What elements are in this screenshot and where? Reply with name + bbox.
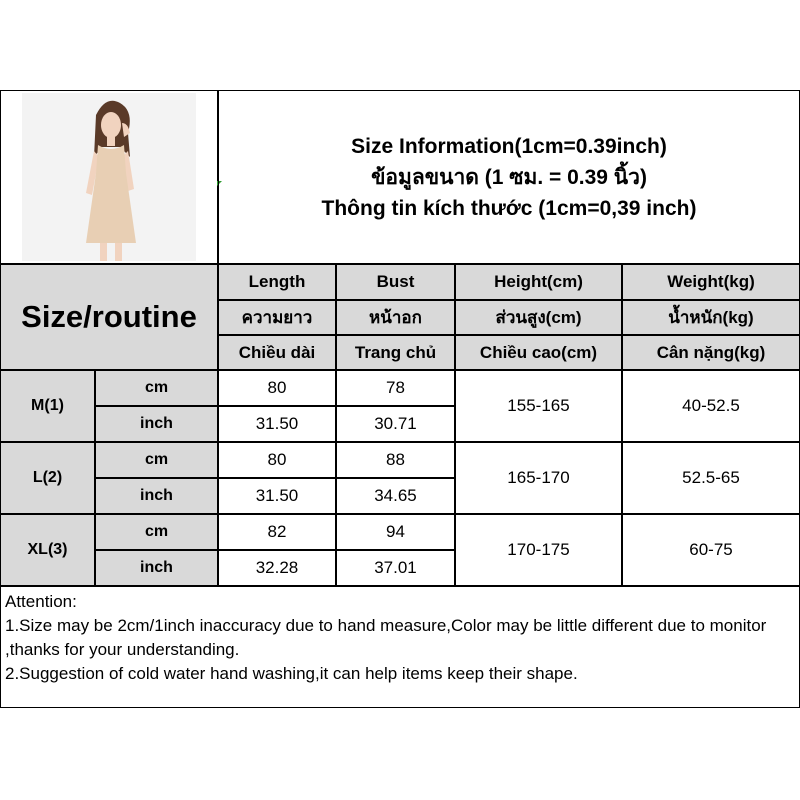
bust-value: 88 [336, 442, 455, 478]
col-height-th: ส่วนสูง(cm) [455, 300, 622, 335]
col-bust-en: Bust [336, 264, 455, 300]
unit-label: inch [95, 478, 218, 514]
length-value: 31.50 [218, 478, 336, 514]
col-length-vi: Chiều dài [218, 335, 336, 370]
attention-note-2: 2.Suggestion of cold water hand washing,it can help items keep their shape. [5, 664, 578, 683]
height-value: 170-175 [455, 514, 622, 586]
height-value: 165-170 [455, 442, 622, 514]
size-label: XL(3) [0, 514, 95, 586]
size-label: L(2) [0, 442, 95, 514]
bust-value: 78 [336, 370, 455, 406]
attention-note-1: 1.Size may be 2cm/1inch inaccuracy due to hand measure,Color may be little different due to monitor ,thanks for your understanding. [5, 616, 767, 659]
title-line-vi: Thông tin kích thước (1cm=0,39 inch) [321, 196, 697, 220]
unit-label: cm [95, 370, 218, 406]
col-weight-en: Weight(kg) [622, 264, 800, 300]
length-value: 31.50 [218, 406, 336, 442]
bust-value: 37.01 [336, 550, 455, 586]
bust-value: 34.65 [336, 478, 455, 514]
col-height-vi: Chiều cao(cm) [455, 335, 622, 370]
col-weight-th: น้ำหนัก(kg) [622, 300, 800, 335]
size-label: M(1) [0, 370, 95, 442]
weight-value: 40-52.5 [622, 370, 800, 442]
height-value: 155-165 [455, 370, 622, 442]
col-bust-vi: Trang chủ [336, 335, 455, 370]
col-weight-vi: Cân nặng(kg) [622, 335, 800, 370]
model-photo [22, 93, 196, 261]
attention-notes [0, 586, 800, 708]
size-information-title [218, 90, 800, 264]
size-chart [0, 90, 800, 707]
col-length-th: ความยาว [218, 300, 336, 335]
length-value: 82 [218, 514, 336, 550]
length-value: 32.28 [218, 550, 336, 586]
bust-value: 30.71 [336, 406, 455, 442]
col-height-en: Height(cm) [455, 264, 622, 300]
title-line-en: Size Information(1cm=0.39inch) [351, 134, 667, 158]
title-line-th: ข้อมูลขนาด (1 ซม. = 0.39 นิ้ว) [371, 165, 647, 189]
col-bust-th: หน้าอก [336, 300, 455, 335]
length-value: 80 [218, 442, 336, 478]
unit-label: cm [95, 442, 218, 478]
length-value: 80 [218, 370, 336, 406]
col-length-en: Length [218, 264, 336, 300]
attention-heading: Attention: [5, 592, 77, 611]
unit-label: inch [95, 550, 218, 586]
weight-value: 60-75 [622, 514, 800, 586]
unit-label: cm [95, 514, 218, 550]
product-photo-cell [0, 90, 218, 264]
weight-value: 52.5-65 [622, 442, 800, 514]
unit-label: inch [95, 406, 218, 442]
bust-value: 94 [336, 514, 455, 550]
size-routine-header: Size/routine [0, 264, 218, 370]
